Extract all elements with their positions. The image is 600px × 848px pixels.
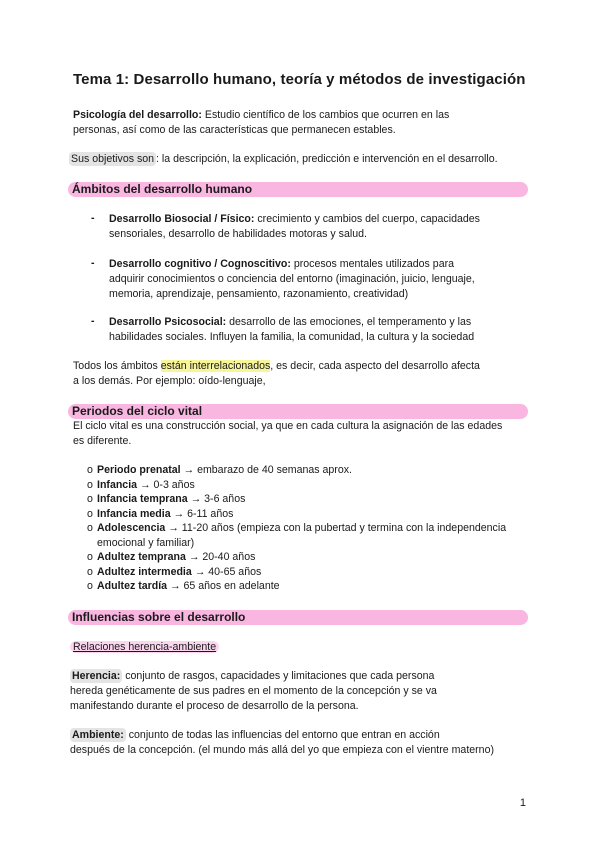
- bullet: o: [87, 493, 93, 505]
- section-heading-periodos: Periodos del ciclo vital: [68, 404, 528, 419]
- definition-paragraph: [73, 108, 533, 138]
- summary-highlight: están interrelacionados: [160, 360, 271, 372]
- summary-line2: a los demás. Por ejemplo: oído-lenguaje,: [73, 375, 266, 387]
- periodos-list: [87, 463, 532, 594]
- page-title: Tema 1: Desarrollo humano, teoría y métodos de investigación: [73, 71, 526, 88]
- ambiente-paragraph: [70, 728, 540, 758]
- ambiente-line1: conjunto de todas las influencias del entorno que entran en acción: [125, 729, 440, 741]
- list-item: [87, 492, 532, 507]
- list-item: [87, 579, 532, 594]
- objectives-paragraph: [69, 152, 539, 167]
- periodo-name: Adultez intermedia: [97, 565, 192, 578]
- bullet: o: [87, 522, 93, 534]
- ambiente-term: Ambiente:: [72, 729, 124, 741]
- ambito-line2: sensoriales, desarrollo de habilidades motoras y salud.: [109, 228, 367, 240]
- bullet: o: [87, 580, 93, 592]
- herencia-line2: hereda genéticamente de sus padres en el momento de la concepción y se va: [70, 685, 437, 697]
- ambito-item-biosocial: [109, 212, 526, 242]
- summary-post: , es decir, cada aspecto del desarrollo afecta: [270, 360, 480, 372]
- objectives-text: : la descripción, la explicación, predicción e intervención en el desarrollo.: [156, 153, 498, 165]
- periodo-name: Adultez tardía: [97, 580, 168, 592]
- list-item: [87, 507, 532, 522]
- bullet: o: [87, 551, 93, 563]
- periodo-desc: → embarazo de 40 semanas aprox.: [180, 464, 352, 476]
- list-dash: -: [91, 315, 95, 327]
- ambito-line1: procesos mentales utilizados para: [290, 258, 455, 270]
- periodos-intro-line1: El ciclo vital es una construcción social, ya que en cada cultura la asignación de las edades: [73, 420, 503, 432]
- periodo-name: Infancia: [97, 478, 138, 491]
- influencias-subheading: [70, 640, 219, 655]
- herencia-term: Herencia:: [72, 670, 121, 682]
- list-item: [87, 521, 532, 550]
- periodo-desc: → 6-11 años: [170, 507, 234, 520]
- objectives-label: Sus objetivos son: [71, 153, 155, 165]
- herencia-line3: manifestando durante el proceso de desarrollo de la persona.: [70, 700, 359, 712]
- periodo-desc: → 11-20 años (empieza con la pubertad y termina con la independencia: [165, 522, 507, 534]
- ambito-item-cognitivo: [109, 257, 529, 302]
- subheading-text: Relaciones herencia-ambiente: [70, 641, 219, 653]
- ambito-term: Desarrollo Biosocial / Físico:: [109, 213, 255, 225]
- list-item: [87, 550, 532, 565]
- ambito-term: Desarrollo Psicosocial:: [109, 316, 227, 328]
- ambito-line2: habilidades sociales. Influyen la familia, la comunidad, la cultura y la sociedad: [109, 331, 475, 343]
- periodo-name: Infancia temprana: [97, 493, 188, 505]
- periodo-name: Infancia media: [97, 507, 171, 520]
- definition-line2: personas, así como de las características que permanecen estables.: [73, 124, 396, 136]
- section-heading-ambitos: Ámbitos del desarrollo humano: [68, 182, 528, 197]
- bullet: o: [87, 464, 93, 476]
- periodos-intro: [73, 419, 533, 449]
- ambito-line1: desarrollo de las emociones, el temperamento y las: [226, 316, 472, 328]
- list-dash: -: [91, 257, 95, 269]
- periodo-desc: → 65 años en adelante: [167, 580, 280, 592]
- ambitos-summary: [73, 359, 533, 389]
- periodos-intro-line2: es diferente.: [73, 435, 132, 447]
- periodo-desc: → 3-6 años: [187, 493, 246, 505]
- herencia-line1: conjunto de rasgos, capacidades y limitaciones que cada persona: [122, 670, 435, 682]
- ambito-item-psicosocial: [109, 315, 526, 345]
- periodo-name: Adolescencia: [97, 522, 166, 534]
- section-heading-influencias: Influencias sobre el desarrollo: [68, 610, 528, 625]
- summary-pre: Todos los ámbitos: [73, 360, 161, 372]
- page-number: 1: [519, 797, 526, 809]
- bullet: o: [87, 565, 93, 578]
- herencia-paragraph: [70, 669, 535, 714]
- periodo-desc: → 40-65 años: [191, 565, 262, 578]
- list-dash: -: [91, 212, 95, 224]
- periodo-name: Periodo prenatal: [97, 464, 181, 476]
- bullet: o: [87, 507, 93, 520]
- list-item: [87, 478, 532, 493]
- ambito-line2: adquirir conocimientos o conciencia del entorno (imaginación, juicio, lenguaje,: [109, 273, 475, 285]
- definition-term: Psicología del desarrollo:: [73, 109, 202, 121]
- list-item: [87, 565, 532, 580]
- bullet: o: [87, 478, 93, 491]
- periodo-desc: → 0-3 años: [137, 478, 195, 491]
- ambiente-line2: después de la concepción. (el mundo más allá del yo que empieza con el vientre materno): [70, 744, 494, 756]
- ambito-term: Desarrollo cognitivo / Cognoscitivo:: [109, 258, 291, 270]
- periodo-desc: → 20-40 años: [185, 551, 256, 563]
- periodo-name: Adultez temprana: [97, 551, 186, 563]
- ambito-line1: crecimiento y cambios del cuerpo, capacidades: [254, 213, 480, 225]
- definition-line1: Estudio científico de los cambios que ocurren en las: [201, 109, 450, 121]
- list-item: [87, 463, 532, 478]
- ambito-line3: memoria, aprendizaje, pensamiento, razonamiento, creatividad): [109, 288, 409, 300]
- periodo-desc-line2: emocional y familiar): [97, 536, 195, 549]
